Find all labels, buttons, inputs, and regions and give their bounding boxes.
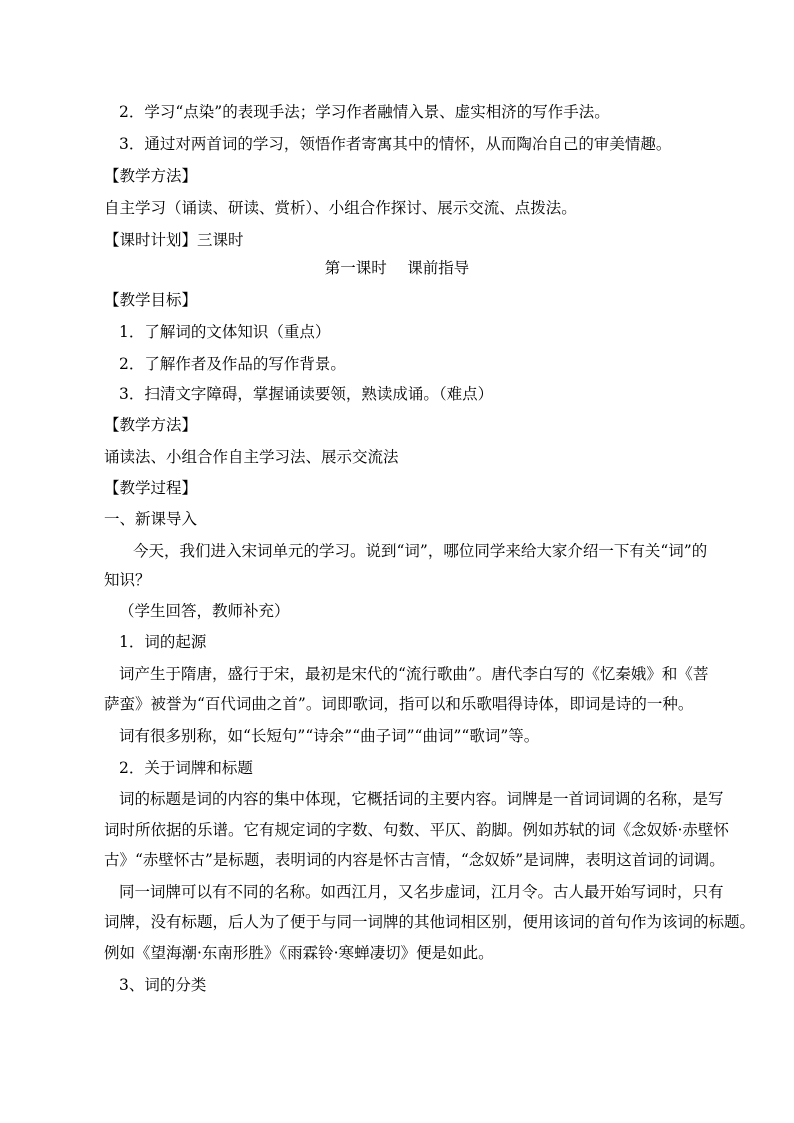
heading-origin-of-ci: 1．词的起源 (119, 633, 207, 651)
same-cipai-paragraph-line-1: 同一词牌可以有不同的名称。如西江月，又名步虚词，江月令。古人最开始写词时，只有 (119, 883, 724, 901)
heading-teaching-method-2: 【教学方法】 (104, 416, 198, 434)
cipai-paragraph-line-1: 词的标题是词的内容的集中体现，它概括词的主要内容。词牌是一首词词调的名称，是写 (119, 790, 724, 808)
heading-classification: 3、词的分类 (119, 976, 207, 994)
goal-2: 2．了解作者及作品的写作背景。 (119, 355, 346, 373)
objective-3: 3．通过对两首词的学习，领悟作者寄寓其中的情怀，从而陶冶自己的审美情趣。 (119, 135, 672, 153)
heading-cipai-and-title: 2．关于词牌和标题 (119, 759, 253, 777)
objective-2: 2．学习“点染”的表现手法；学习作者融情入景、虚实相济的写作手法。 (119, 103, 610, 121)
heading-teaching-process: 【教学过程】 (104, 479, 198, 497)
same-cipai-paragraph-line-3: 例如《望海潮·东南形胜》《雨霖铃·寒蝉凄切》便是如此。 (104, 944, 494, 962)
goal-3: 3．扫清文字障碍，掌握诵读要领，熟读成诵。（难点） (119, 385, 494, 403)
step-new-lesson-intro: 一、新课导入 (104, 510, 198, 528)
cipai-paragraph-line-3: 古》“赤壁怀古”是标题，表明词的内容是怀古言情，“念奴娇”是词牌，表明这首词的词调。 (104, 851, 725, 869)
alias-paragraph: 词有很多别称，如“长短句”“诗余”“曲子词”“曲词”“歌词”等。 (119, 727, 540, 745)
section-title-lesson-1: 第一课时 课前指导 (324, 259, 470, 277)
intro-paragraph-line-2: 知识？ (104, 571, 151, 589)
heading-lesson-plan: 【课时计划】三课时 (104, 231, 244, 249)
teaching-method-text: 自主学习（诵读、研读、赏析）、小组合作探讨、展示交流、点拨法。 (104, 199, 577, 217)
teaching-method-text-2: 诵读法、小组合作自主学习法、展示交流法 (104, 448, 399, 466)
cipai-paragraph-line-2: 词时所依据的乐谱。它有规定词的字数、句数、平仄、韵脚。例如苏轼的词《念奴娇·赤壁怀 (104, 821, 729, 839)
student-answer-note: （学生回答，教师补充） (119, 602, 290, 620)
intro-paragraph-line-1: 今天，我们进入宋词单元的学习。说到“词”，哪位同学来给大家介绍一下有关“词”的 (133, 542, 708, 560)
heading-teaching-goals: 【教学目标】 (104, 291, 198, 309)
same-cipai-paragraph-line-2: 词牌，没有标题，后人为了便于与同一词牌的其他词相区别，便用该词的首句作为该词的标题。 (104, 913, 756, 931)
heading-teaching-method: 【教学方法】 (104, 167, 198, 185)
origin-paragraph-line-1: 词产生于隋唐，盛行于宋，最初是宋代的“流行歌曲”。唐代李白写的《忆秦娥》和《菩 (119, 665, 709, 683)
goal-1: 1．了解词的文体知识（重点） (119, 323, 331, 341)
origin-paragraph-line-2: 萨蛮》被誉为“百代词曲之首”。词即歌词，指可以和乐歌唱得诗体，即词是诗的一种。 (104, 695, 694, 713)
